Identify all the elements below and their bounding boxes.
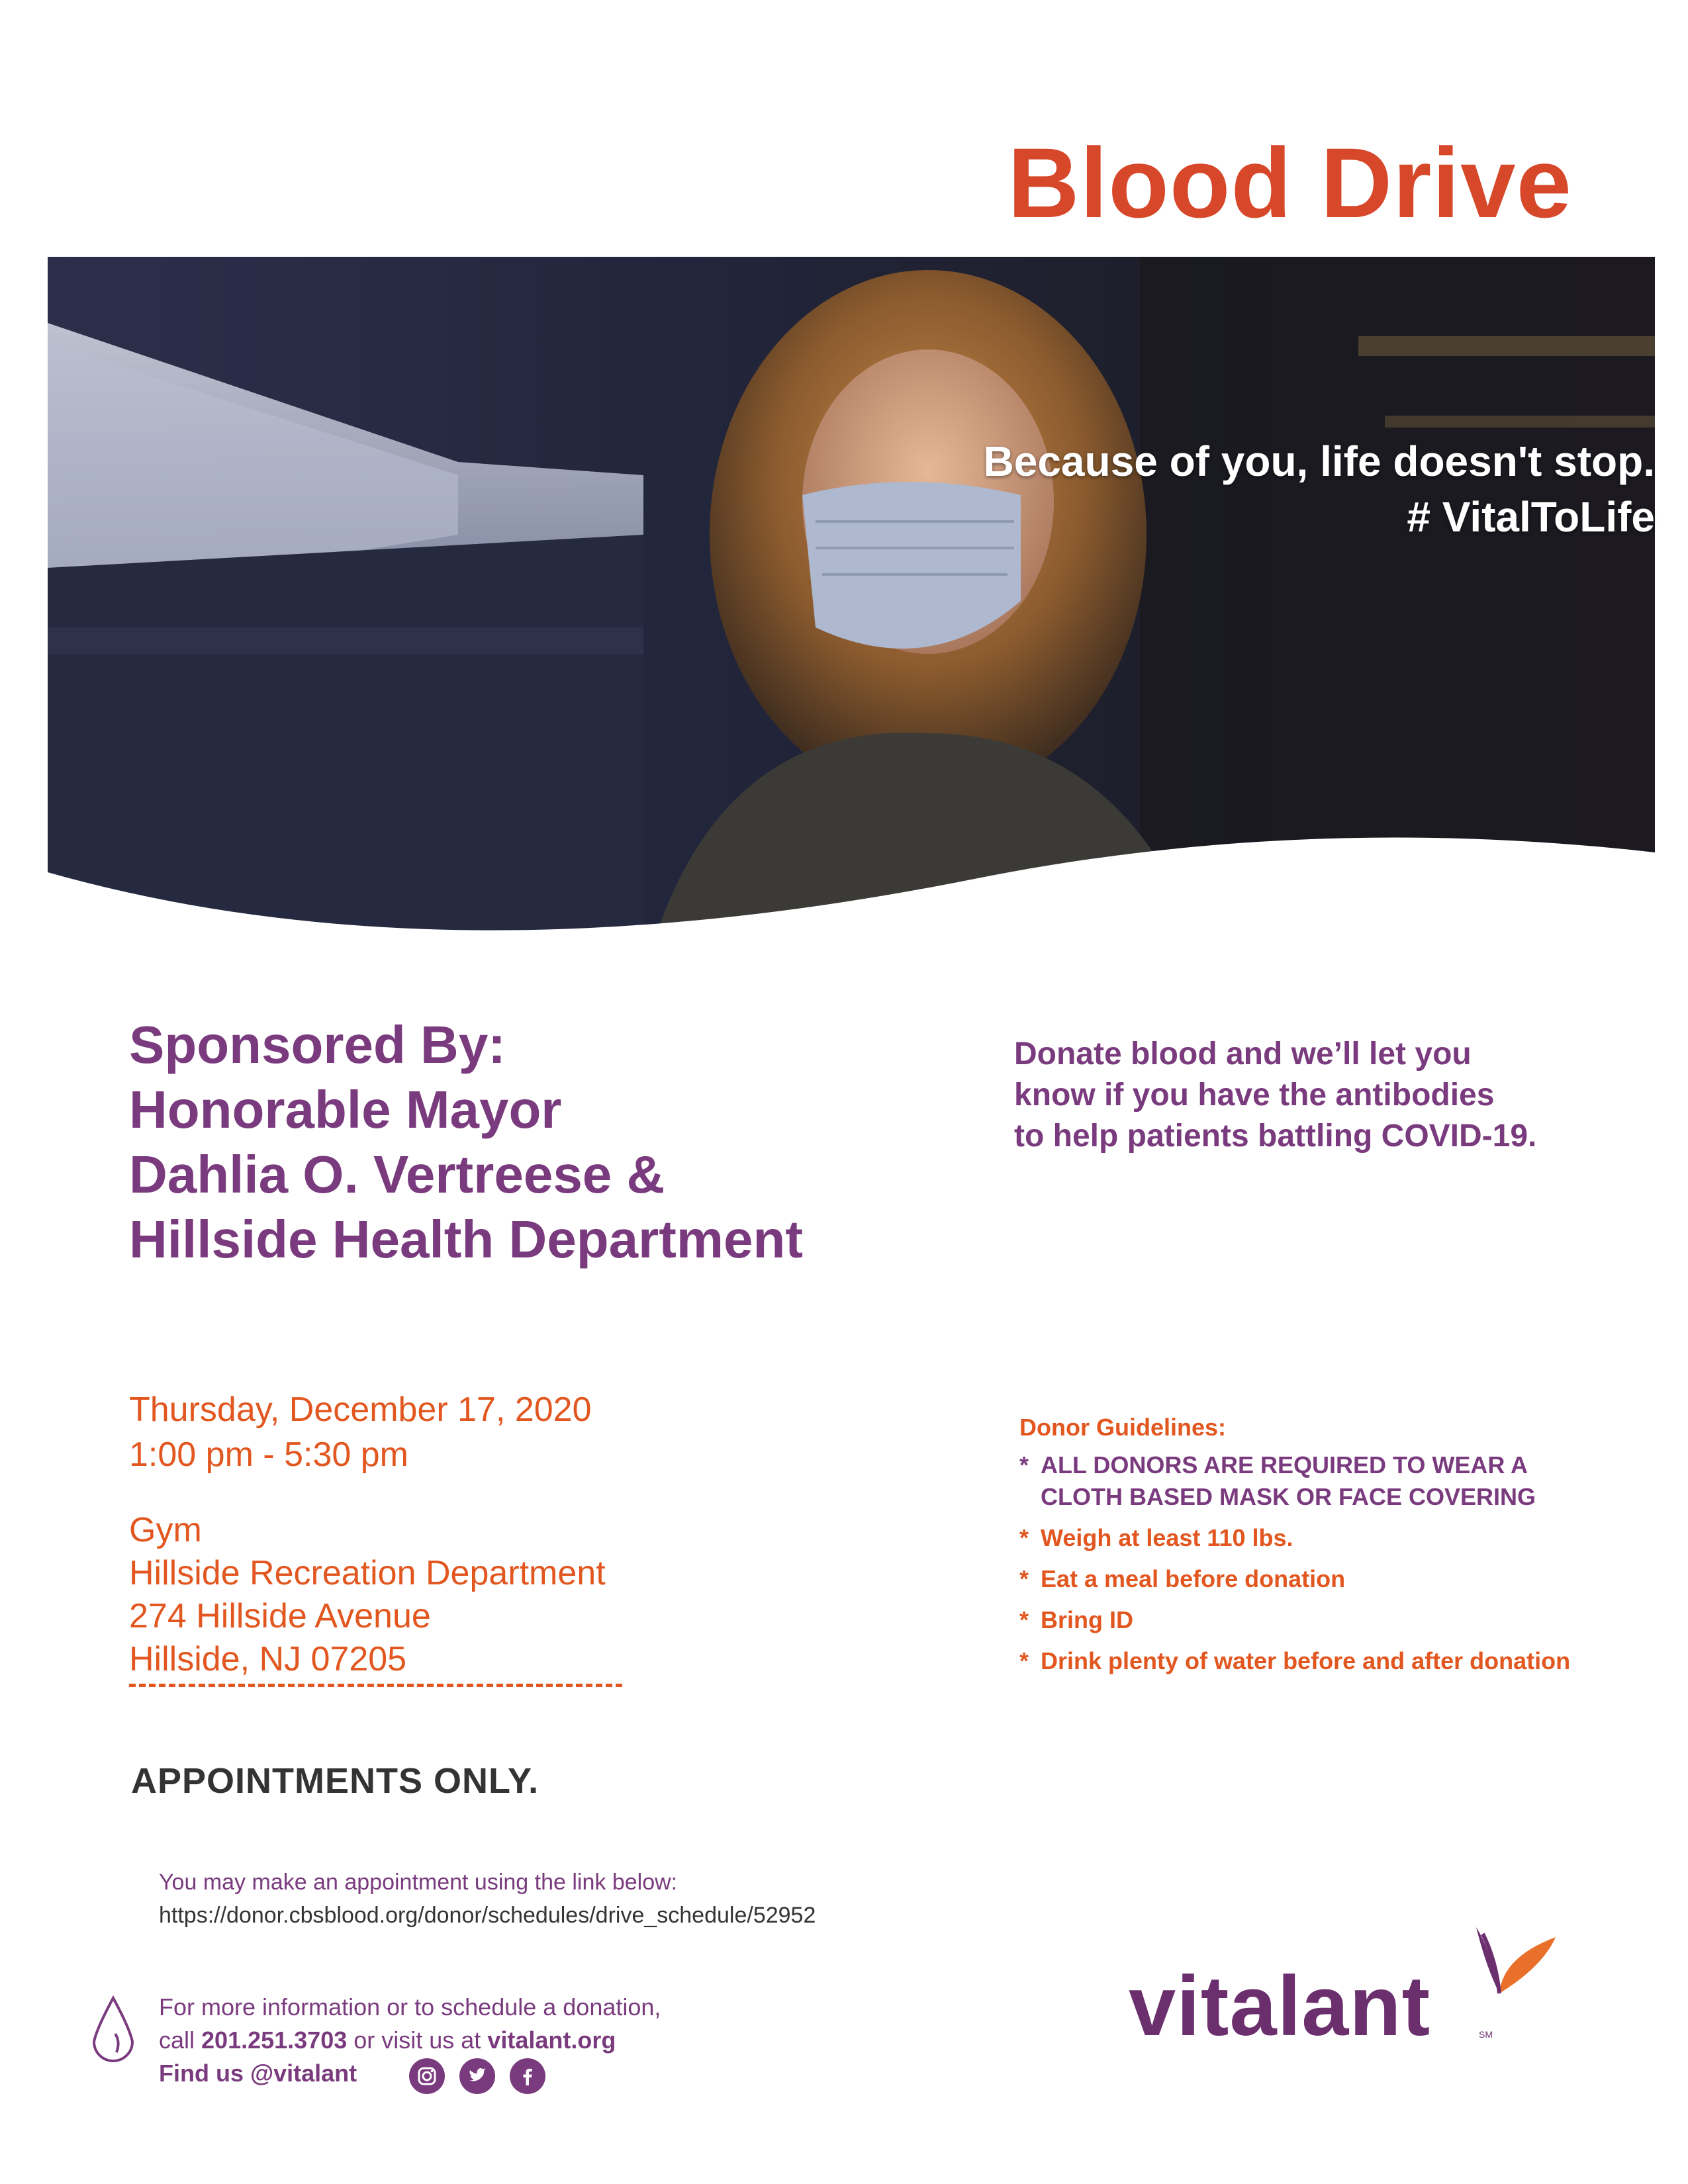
antibodies-line-1: Donate blood and we’ll let you bbox=[1014, 1036, 1472, 1071]
sponsor-line-4: Hillside Health Department bbox=[129, 1210, 804, 1269]
antibodies-line-3: to help patients battling COVID-19. bbox=[1014, 1118, 1537, 1154]
facebook-icon[interactable] bbox=[510, 2058, 545, 2094]
info-line-1: For more information or to schedule a donation, bbox=[159, 1993, 661, 2021]
guideline-id: * Bring ID bbox=[1019, 1604, 1615, 1636]
sponsor-line-2: Honorable Mayor bbox=[129, 1080, 562, 1139]
info-call-text: call bbox=[159, 2026, 202, 2054]
guidelines-list bbox=[1019, 1449, 1615, 1686]
appointment-link[interactable]: https://donor.cbsblood.org/donor/schedules/drive_schedule/52952 bbox=[159, 1903, 816, 1928]
service-mark: SM bbox=[1479, 2029, 1493, 2040]
phone-number[interactable]: 201.251.3703 bbox=[201, 2026, 348, 2054]
vitalant-leaf-icon bbox=[1463, 1921, 1569, 2010]
website-link[interactable]: vitalant.org bbox=[487, 2026, 616, 2054]
dashed-divider bbox=[129, 1684, 622, 1687]
guideline-mask: * ALL DONORS ARE REQUIRED TO WEAR A CLOTH BASED MASK OR FACE COVERING bbox=[1019, 1449, 1615, 1513]
tagline-hashtag: # VitalToLife bbox=[1407, 493, 1655, 541]
event-location bbox=[129, 1509, 606, 1681]
appointment-note: You may make an appointment using the link below: bbox=[159, 1870, 678, 1895]
event-venue: Gym bbox=[129, 1511, 202, 1549]
sponsor-heading: Sponsored By: bbox=[129, 1015, 506, 1074]
find-us-text: Find us @vitalant bbox=[159, 2060, 357, 2087]
sponsor-block bbox=[129, 1013, 990, 1272]
event-city: Hillside, NJ 07205 bbox=[129, 1640, 407, 1678]
guideline-weight: * Weigh at least 110 lbs. bbox=[1019, 1522, 1615, 1554]
info-visit-text: or visit us at bbox=[347, 2026, 488, 2054]
event-datetime bbox=[129, 1387, 592, 1477]
instagram-icon[interactable] bbox=[409, 2058, 445, 2094]
event-street: 274 Hillside Avenue bbox=[129, 1597, 431, 1635]
blood-drop-icon bbox=[90, 1995, 136, 2071]
event-time: 1:00 pm - 5:30 pm bbox=[129, 1435, 408, 1474]
sponsor-line-3: Dahlia O. Vertreese & bbox=[129, 1145, 665, 1204]
event-date: Thursday, December 17, 2020 bbox=[129, 1390, 592, 1429]
hero-tagline bbox=[984, 433, 1656, 545]
antibodies-line-2: know if you have the antibodies bbox=[1014, 1077, 1495, 1113]
guideline-meal: * Eat a meal before donation bbox=[1019, 1563, 1615, 1595]
antibodies-note bbox=[1014, 1034, 1610, 1157]
twitter-icon[interactable] bbox=[459, 2058, 495, 2094]
tagline-line-1: Because of you, life doesn't stop. bbox=[983, 437, 1655, 485]
info-line-2 bbox=[159, 2026, 616, 2054]
hero-photo bbox=[48, 257, 1655, 978]
appointments-heading: APPOINTMENTS ONLY. bbox=[131, 1761, 539, 1801]
guideline-water: * Drink plenty of water before and after donation bbox=[1019, 1645, 1615, 1677]
page-title: Blood Drive bbox=[1008, 127, 1572, 238]
guidelines-title: Donor Guidelines: bbox=[1019, 1414, 1227, 1441]
vitalant-logo-wordmark: vitalant bbox=[1129, 1959, 1431, 2054]
event-place: Hillside Recreation Department bbox=[129, 1554, 606, 1592]
